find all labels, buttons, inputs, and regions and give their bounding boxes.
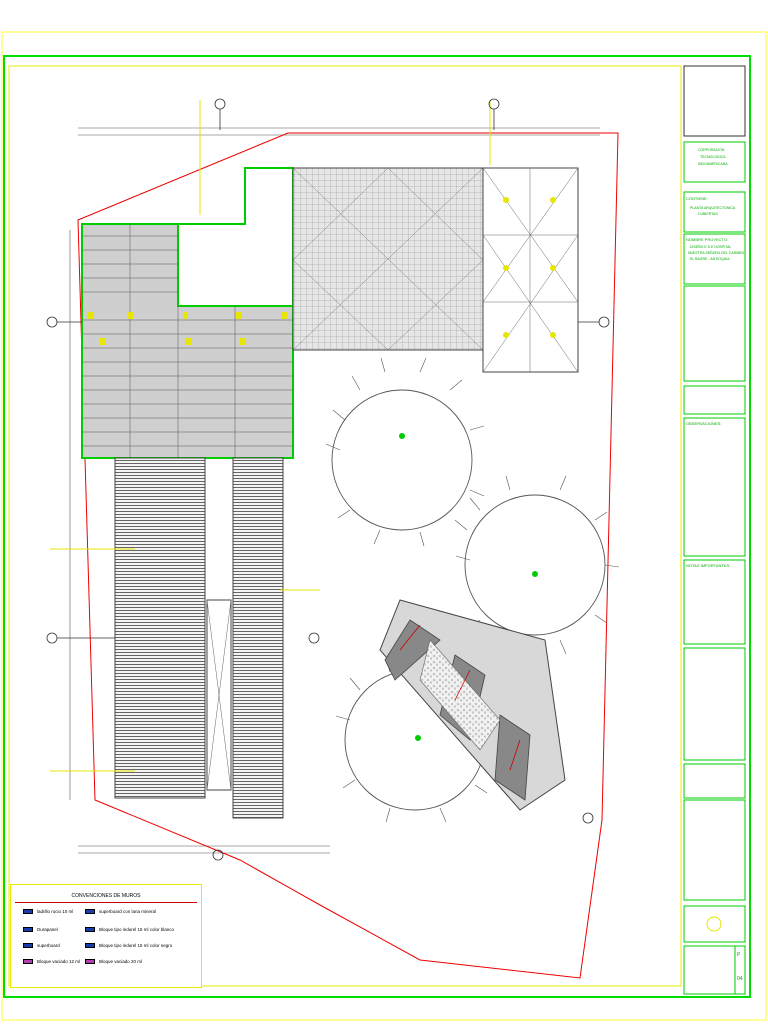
legend-title: CONVENCIONES DE MUROS bbox=[71, 893, 141, 899]
legend-item bbox=[23, 927, 58, 932]
legend-item bbox=[23, 959, 80, 964]
legend-label: Bloque vaciado 12 ml bbox=[37, 959, 81, 964]
institution-line-3: INDOAMERICANA bbox=[698, 162, 728, 166]
legend-item bbox=[85, 943, 172, 948]
legend-item bbox=[23, 943, 60, 948]
sheet-number: P bbox=[737, 952, 741, 958]
legend-swatch bbox=[85, 927, 95, 932]
roof-grid-panel bbox=[293, 168, 483, 350]
legend-item bbox=[85, 909, 156, 914]
legend-label: superboard bbox=[37, 943, 60, 948]
legend-swatch bbox=[23, 927, 33, 932]
seal-icon bbox=[707, 917, 721, 931]
content-line-1: PLANTA ARQUITECTONICA bbox=[690, 206, 736, 210]
project-line-2: NUESTRA SEÑORA DEL CARMEN bbox=[688, 251, 744, 255]
legend-item bbox=[85, 959, 142, 964]
legend-item bbox=[85, 927, 174, 932]
project-line-3: EL BAGRE - ANTIOQUIA bbox=[690, 257, 730, 261]
roof-outline-upper bbox=[178, 168, 293, 306]
project-line-1: DISEÑO E.S.E HOSPITAL bbox=[690, 245, 732, 249]
legend-label: Bloque tipo indurel 15 ml color negro bbox=[99, 943, 173, 948]
notes-title: NOTAS IMPORTANTES: bbox=[686, 563, 731, 568]
legend-swatch bbox=[23, 959, 33, 964]
institution-line-2: TECNOLOGICA bbox=[700, 155, 726, 159]
wall-legend bbox=[10, 884, 202, 988]
legend-item bbox=[23, 909, 73, 914]
legend-label: Durapanel bbox=[37, 927, 58, 932]
legend-swatch bbox=[85, 909, 95, 914]
legend-swatch bbox=[85, 959, 95, 964]
legend-swatch bbox=[23, 943, 33, 948]
content-label: CONTIENE: bbox=[686, 196, 708, 201]
legend-divider bbox=[15, 902, 197, 903]
roof-block-left bbox=[82, 224, 293, 458]
roof-diagonal-block bbox=[380, 600, 565, 810]
observations-title: OBSERVACIONES: bbox=[686, 421, 722, 426]
roof-corrugated-left bbox=[115, 458, 283, 818]
legend-swatch bbox=[85, 943, 95, 948]
legend-label: Bloque vaciado 20 ml bbox=[99, 959, 143, 964]
legend-swatch bbox=[23, 909, 33, 914]
institution-line-1: CORPORACION bbox=[698, 148, 725, 152]
roof-skylight-panel bbox=[483, 168, 578, 372]
legend-label: superboard con lana mineral bbox=[99, 909, 157, 914]
legend-label: ladrillo rucio 10 ml bbox=[37, 909, 74, 914]
sheet-total: 04 bbox=[737, 976, 743, 982]
legend-label: Bloque tipo indurel 15 ml color blanco bbox=[99, 927, 175, 932]
project-label: NOMBRE PROYECTO: bbox=[686, 237, 729, 242]
content-line-2: CUBIERTAS bbox=[698, 212, 718, 216]
